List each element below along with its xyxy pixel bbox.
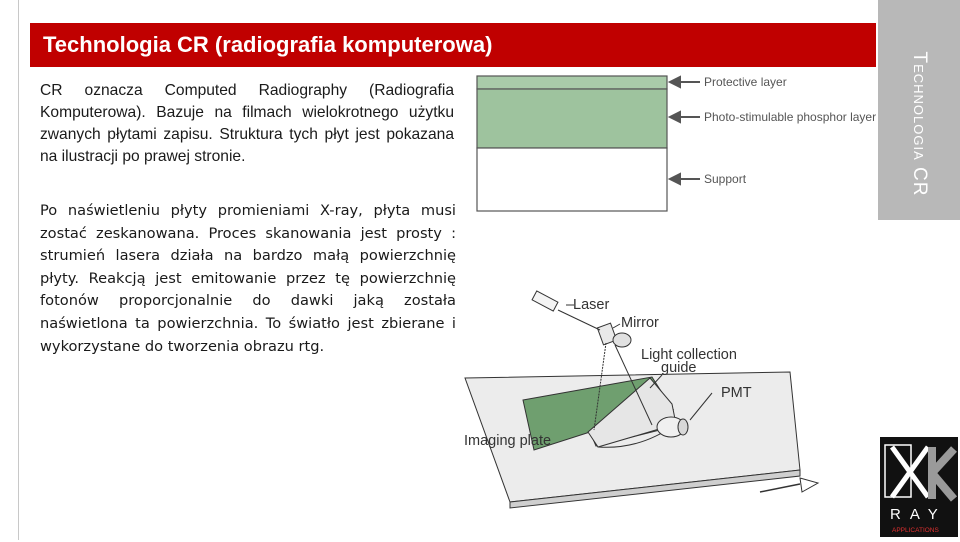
logo-graphic (880, 437, 958, 537)
paragraph-intro: CR oznacza Computed Radiography (Radiografia Komputerowa). Bazuje na filmach wielokrotnego użytku zwanych płytami zapisu. Struktura tych płyt jest pokazana na ilustracji po prawej stronie. (40, 82, 454, 165)
label-mirror: Mirror (621, 315, 659, 331)
logo-tagline: APPLICATIONS (892, 527, 939, 534)
label-imaging-plate: Imaging plate (464, 433, 552, 449)
feed-arrow-line (760, 484, 800, 492)
label-guide-1: Light collection (641, 347, 737, 363)
layer-arrows (670, 77, 700, 184)
laser-beam (558, 310, 600, 330)
xray-applications-logo (880, 437, 958, 537)
layers-diagram (477, 75, 876, 211)
support-layer (477, 148, 667, 211)
label-guide-2: guide (661, 360, 697, 376)
laser-device (532, 291, 558, 311)
side-label: Technologia CR (909, 51, 930, 197)
label-laser: Laser (573, 297, 610, 313)
feed-arrow-head (800, 478, 818, 492)
label-support: Support (704, 172, 747, 186)
paragraph-scanning: Po naświetleniu płyty promieniami X-ray, płyta musi zostać zeskanowana. Proces skanowania jest prosty : strumień lasera działa na bardzo małą powierzchnię płyty. Reakcją jest emitowanie przez tę powierzchnię fotonów proporcjonalnie do dawki jaką została naświetlona ta powierzchnia. To światło jest zbierane i wykorzystane do tworzenia obrazu rtg. (40, 202, 456, 355)
label-phosphor: Photo-stimulable phosphor layer (704, 110, 877, 124)
phosphor-layer (477, 89, 667, 148)
protective-layer (477, 76, 667, 89)
slide-title: Technologia CR (radiografia komputerowa) (30, 23, 876, 67)
label-pmt: PMT (721, 385, 752, 401)
logo-letters: RAY (890, 506, 947, 523)
label-protective: Protective layer (704, 75, 787, 89)
